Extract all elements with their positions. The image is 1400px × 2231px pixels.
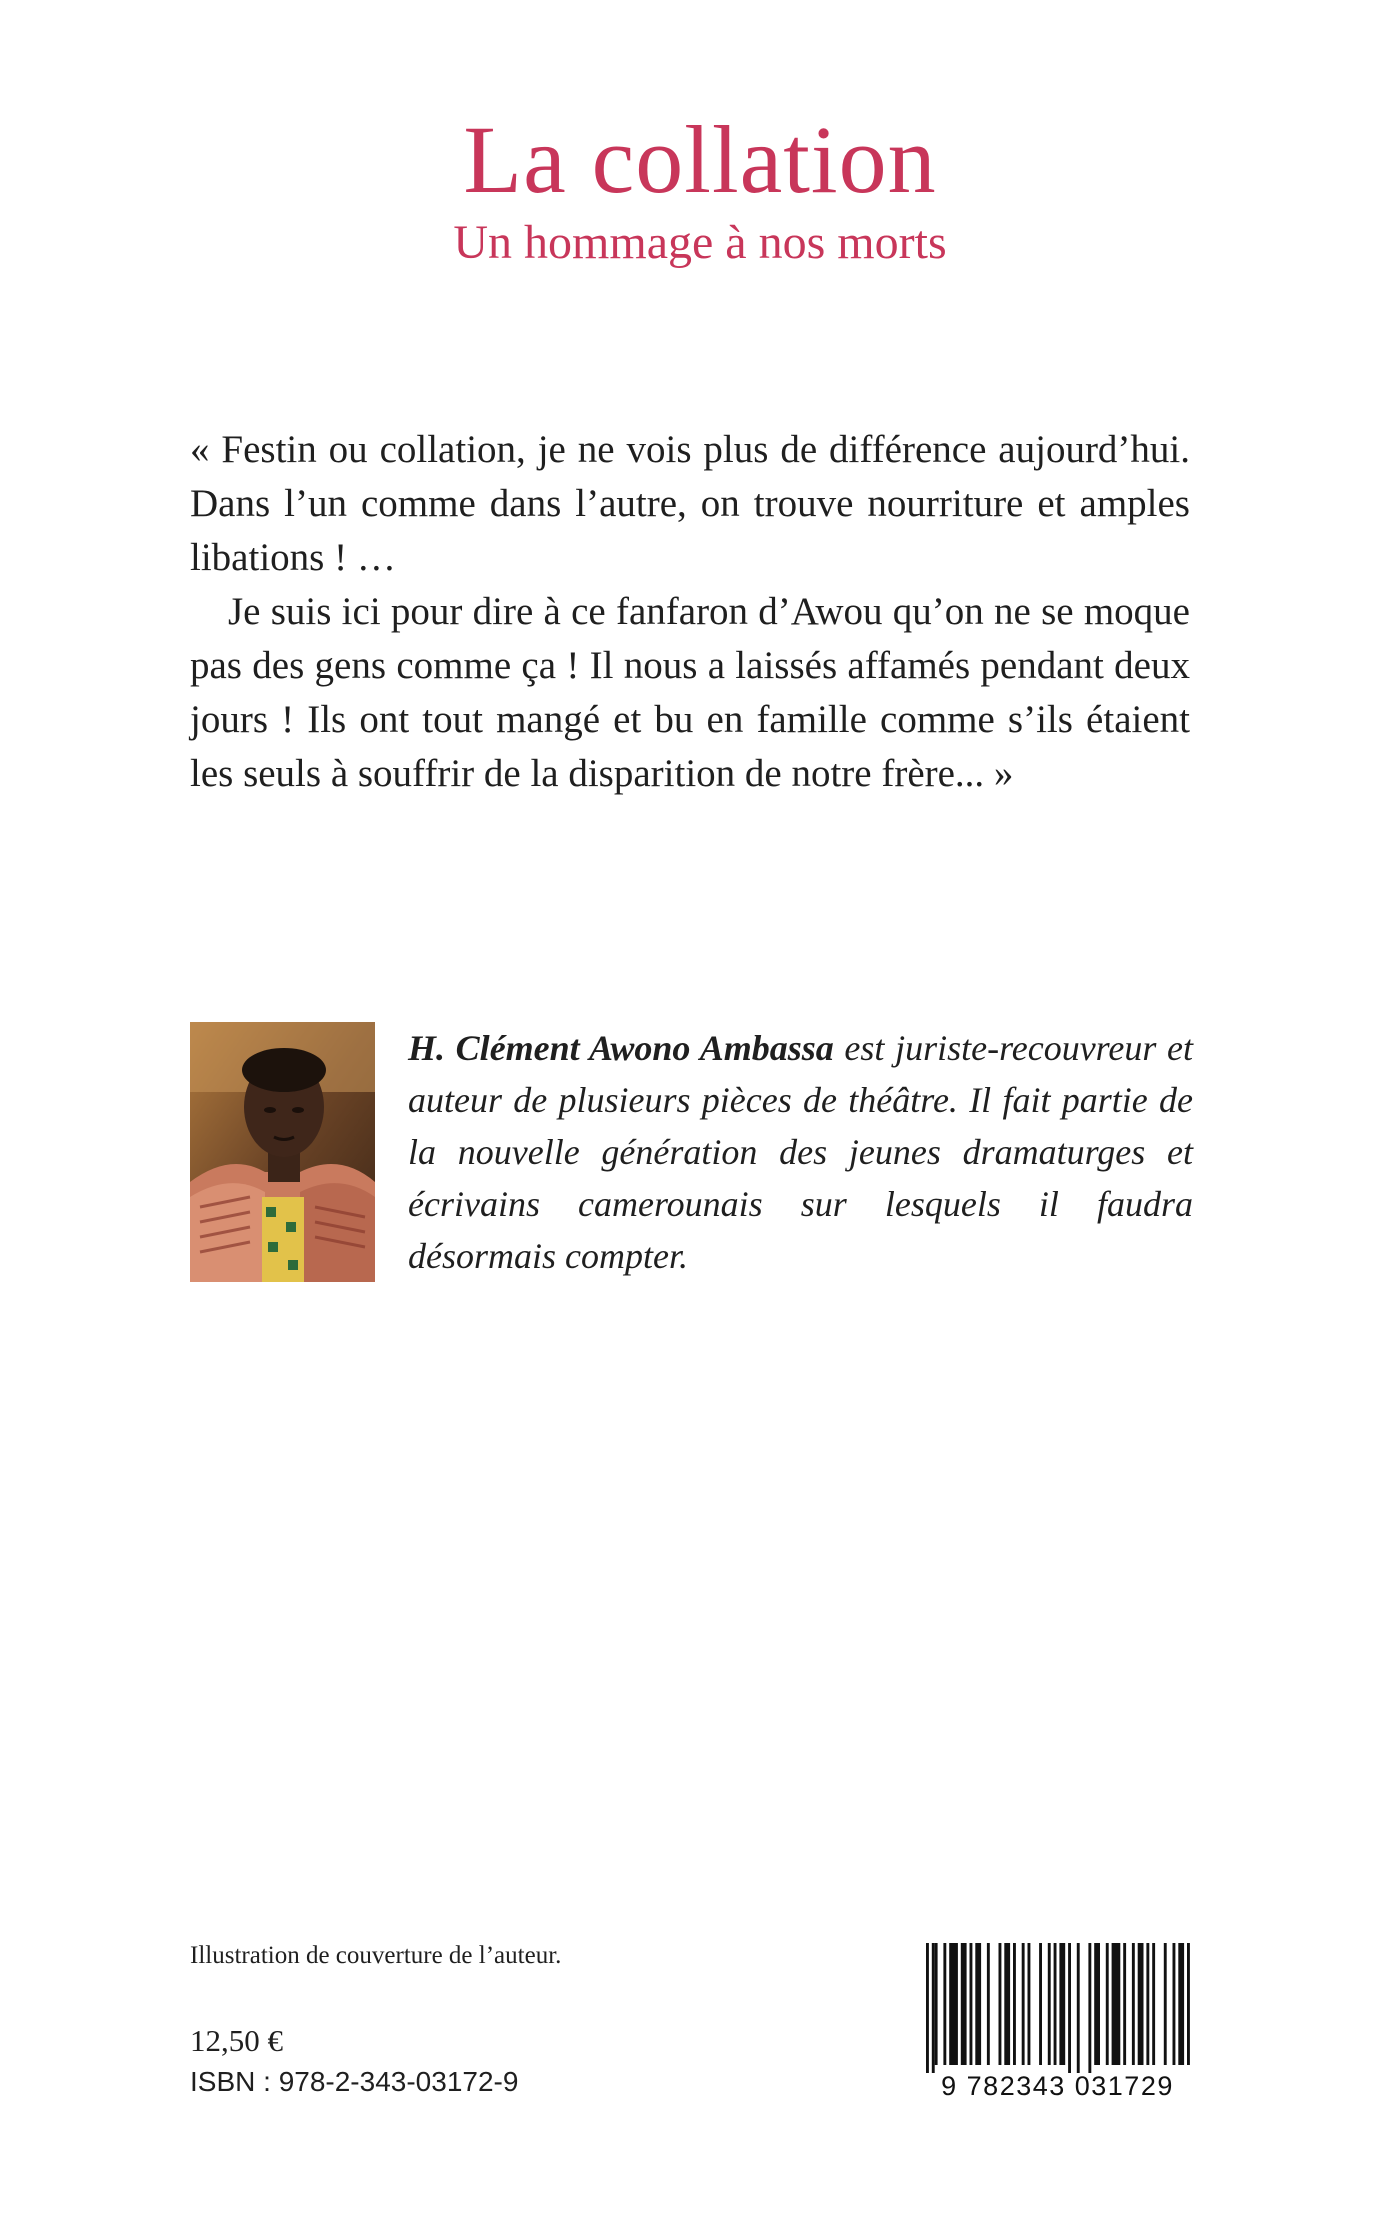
barcode-bar xyxy=(1187,1943,1190,2065)
barcode-bar xyxy=(1146,1943,1149,2065)
barcode-bar xyxy=(1077,1943,1080,2073)
barcode-bar xyxy=(935,1943,938,2065)
barcode-bar xyxy=(975,1943,981,2065)
barcode-bar xyxy=(1054,1943,1057,2065)
barcode-bar xyxy=(1039,1943,1042,2065)
barcode xyxy=(920,1943,1195,2108)
barcode-bar xyxy=(943,1943,946,2065)
blurb-excerpt xyxy=(190,423,1190,801)
barcode-bar xyxy=(1088,1943,1091,2073)
barcode-bar xyxy=(1138,1943,1144,2065)
barcode-bar xyxy=(1028,1943,1031,2065)
barcode-bar xyxy=(949,1943,958,2065)
blurb-paragraph-2: Je suis ici pour dire à ce fanfaron d’Awou qu’on ne se moque pas des gens comme ça ! Il nous a laissés affamés pendant deux jours ! Ils ont tout mangé et bu en famille comme s’ils étaient les seuls à souffrir de la disparition de notre frère... » xyxy=(190,590,1190,795)
barcode-icon xyxy=(920,1943,1195,2073)
barcode-bar xyxy=(1022,1943,1025,2065)
portrait-icon xyxy=(190,1022,375,1282)
barcode-bar xyxy=(1132,1943,1135,2065)
barcode-bar xyxy=(1048,1943,1051,2065)
price: 12,50 € xyxy=(190,2023,283,2058)
author-bio-text: est juriste-recouvreur et auteur de plusieurs pièces de théâtre. Il fait partie de la nouvelle génération des jeunes dramaturges et écrivains camerounais sur lesquels il faudra désormais compter. xyxy=(408,1028,1193,1276)
barcode-digits: 9 782343 031729 xyxy=(941,2071,1174,2101)
barcode-bar xyxy=(1059,1943,1065,2065)
barcode-bar xyxy=(1123,1943,1126,2065)
cover-illustration-credit: Illustration de couverture de l’auteur. xyxy=(190,1942,562,1969)
book-title: La collation xyxy=(463,106,937,213)
barcode-bar xyxy=(1112,1943,1121,2065)
barcode-bar xyxy=(1178,1943,1184,2065)
barcode-bar xyxy=(1004,1943,1010,2065)
barcode-bar xyxy=(1013,1943,1016,2065)
barcode-bar xyxy=(970,1943,973,2065)
author-name: H. Clément Awono Ambassa xyxy=(408,1028,834,1068)
barcode-bar xyxy=(1068,1943,1071,2073)
barcode-bar xyxy=(926,1943,929,2073)
barcode-bar xyxy=(1152,1943,1155,2065)
author-photo xyxy=(190,1022,375,1282)
blurb-paragraph-1: « Festin ou collation, je ne vois plus de différence aujourd’hui. Dans l’un comme dans l’autre, on trouve nourriture et amples libations ! … xyxy=(190,428,1190,579)
isbn: ISBN : 978-2-343-03172-9 xyxy=(190,2066,519,2097)
book-subtitle: Un hommage à nos morts xyxy=(453,216,947,269)
barcode-bar xyxy=(932,1943,935,2073)
barcode-bar xyxy=(961,1943,967,2065)
barcode-bar xyxy=(987,1943,990,2065)
author-bio xyxy=(408,1022,1193,1282)
barcode-bar xyxy=(1173,1943,1176,2065)
barcode-bar xyxy=(999,1943,1002,2065)
barcode-bar xyxy=(1164,1943,1167,2065)
barcode-bar xyxy=(1094,1943,1100,2065)
barcode-bar xyxy=(1106,1943,1109,2065)
